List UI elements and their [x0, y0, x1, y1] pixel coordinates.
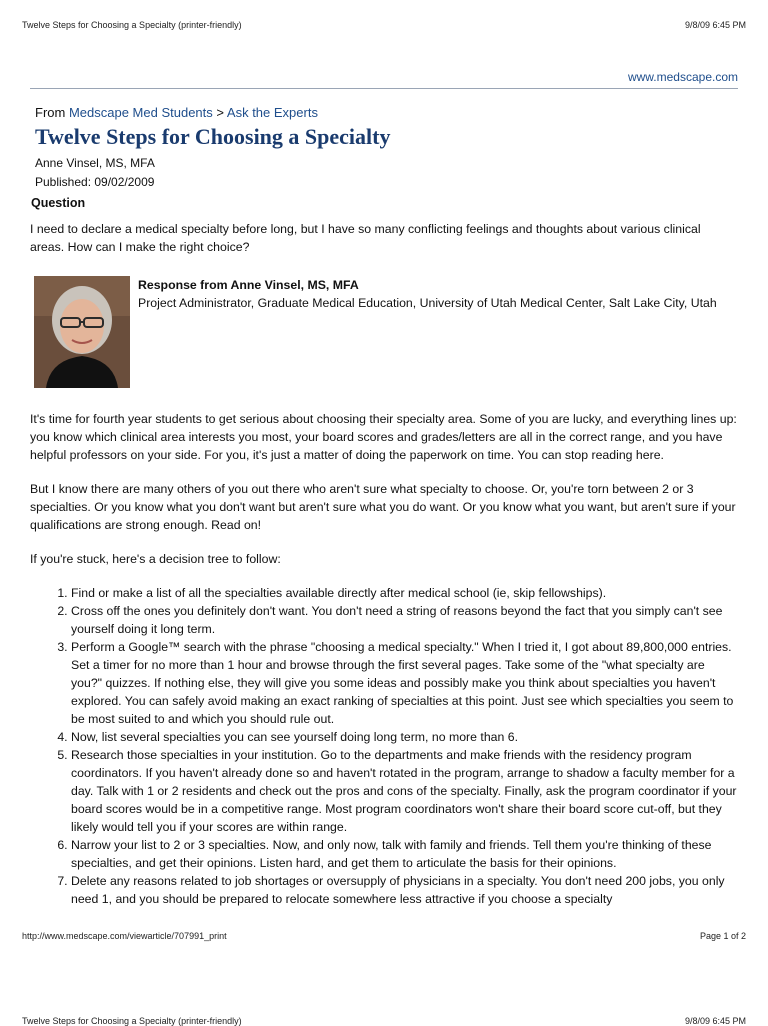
breadcrumb-prefix: From — [35, 105, 66, 120]
breadcrumb-separator: > — [216, 105, 224, 120]
site-link[interactable]: www.medscape.com — [627, 70, 738, 84]
author-photo-illustration — [34, 276, 130, 388]
next-page-header-datetime: 9/8/09 6:45 PM — [684, 1016, 746, 1026]
body-paragraph-2: But I know there are many others of you out there who aren't sure what specialty to choose. Or, you're torn between 2 or 3 specialties. Or you know what you don't want but aren't sure what you do want. Or you know what you want, but aren't sure if your qualifications are strong enough. Read on! — [30, 482, 736, 532]
print-header-title: Twelve Steps for Choosing a Specialty (printer-friendly) — [22, 20, 242, 30]
question-label: Question — [31, 196, 86, 210]
list-item: 1. Find or make a list of all the specialties available directly after medical school (ie, skip fellowships). — [71, 584, 738, 602]
print-header-datetime: 9/8/09 6:45 PM — [684, 20, 746, 30]
print-header — [22, 20, 746, 30]
next-page-header — [22, 1016, 746, 1026]
list-item: 4. Now, list several specialties you can see yourself doing long term, no more than 6. — [71, 728, 738, 746]
response-text — [138, 276, 717, 388]
article-title: Twelve Steps for Choosing a Specialty — [35, 124, 391, 149]
response-block — [34, 276, 738, 388]
body-paragraph-1: It's time for fourth year students to get serious about choosing their specialty area. Some of you are lucky, and everything lines up: you know which clinical area interests you most, your board scores and grades/letters are all in the correct range, and you have helpful professors on your side. For you, it's just a matter of doing the paperwork on time. You can stop reading here. — [30, 412, 737, 462]
list-item: 6. Narrow your list to 2 or 3 specialties. Now, and only now, talk with family and friends. Tell them you're thinking of these specialties, and get their opinions. Listen hard, and get them to articulate the basis for their opinions. — [71, 836, 738, 872]
body-paragraph-3: If you're stuck, here's a decision tree to follow: — [30, 552, 281, 566]
print-footer — [22, 931, 746, 941]
print-footer-page: Page 1 of 2 — [699, 931, 746, 941]
breadcrumb-source-link[interactable]: Medscape Med Students — [68, 105, 213, 120]
response-affiliation: Project Administrator, Graduate Medical Education, University of Utah Medical Center, Salt Lake City, Utah — [138, 296, 717, 310]
article-published: Published: 09/02/2009 — [35, 175, 155, 189]
list-item: 5. Research those specialties in your institution. Go to the departments and make friends with the residency program coordinators. If you haven't already done so and haven't rotated in the program, arrange to shadow a faculty member for a day. Talk with 1 or 2 residents and check out the pros and cons of the specialty. Finally, ask the program coordinator if your board scores would be in a competitive range. Most program coordinators won't share their board score cut-off, but they likely would tell you if your scores are within range. — [71, 746, 738, 836]
list-item: 3. Perform a Google™ search with the phrase "choosing a medical specialty." When I tried it, I got about 89,800,000 entries. Set a timer for no more than 1 hour and browse through the first several pages. Take some of the "what specialty are you?" quizzes. If nothing else, they will give you some ideas and possibly make you think about specialties you haven't explored. You can safely avoid making an exact ranking of specialties at this point. Just see which specialties you seem to be most suited to and which you should rule out. — [71, 638, 738, 728]
breadcrumb — [35, 104, 738, 122]
response-heading: Response from Anne Vinsel, MS, MFA — [138, 278, 359, 292]
question-text: I need to declare a medical specialty before long, but I have so many conflicting feelings and thoughts about various clinical areas. How can I make the right choice? — [30, 222, 701, 254]
next-page-header-title: Twelve Steps for Choosing a Specialty (printer-friendly) — [22, 1016, 242, 1026]
author-photo — [34, 276, 130, 388]
print-footer-url: http://www.medscape.com/viewarticle/707991_print — [22, 931, 227, 941]
breadcrumb-section-link[interactable]: Ask the Experts — [226, 105, 318, 120]
article-author: Anne Vinsel, MS, MFA — [35, 156, 155, 170]
list-item: 2. Cross off the ones you definitely don't want. You don't need a string of reasons beyond the fact that you simply can't see yourself doing it long term. — [71, 602, 738, 638]
article-content — [30, 104, 738, 908]
steps-list — [30, 584, 738, 908]
list-item: 7. Delete any reasons related to job shortages or oversupply of physicians in a specialty. You don't need 200 jobs, you only need 1, and you should be prepared to relocate somewhere less attractive if you choose a specialty — [71, 872, 738, 908]
header-divider — [30, 88, 738, 89]
